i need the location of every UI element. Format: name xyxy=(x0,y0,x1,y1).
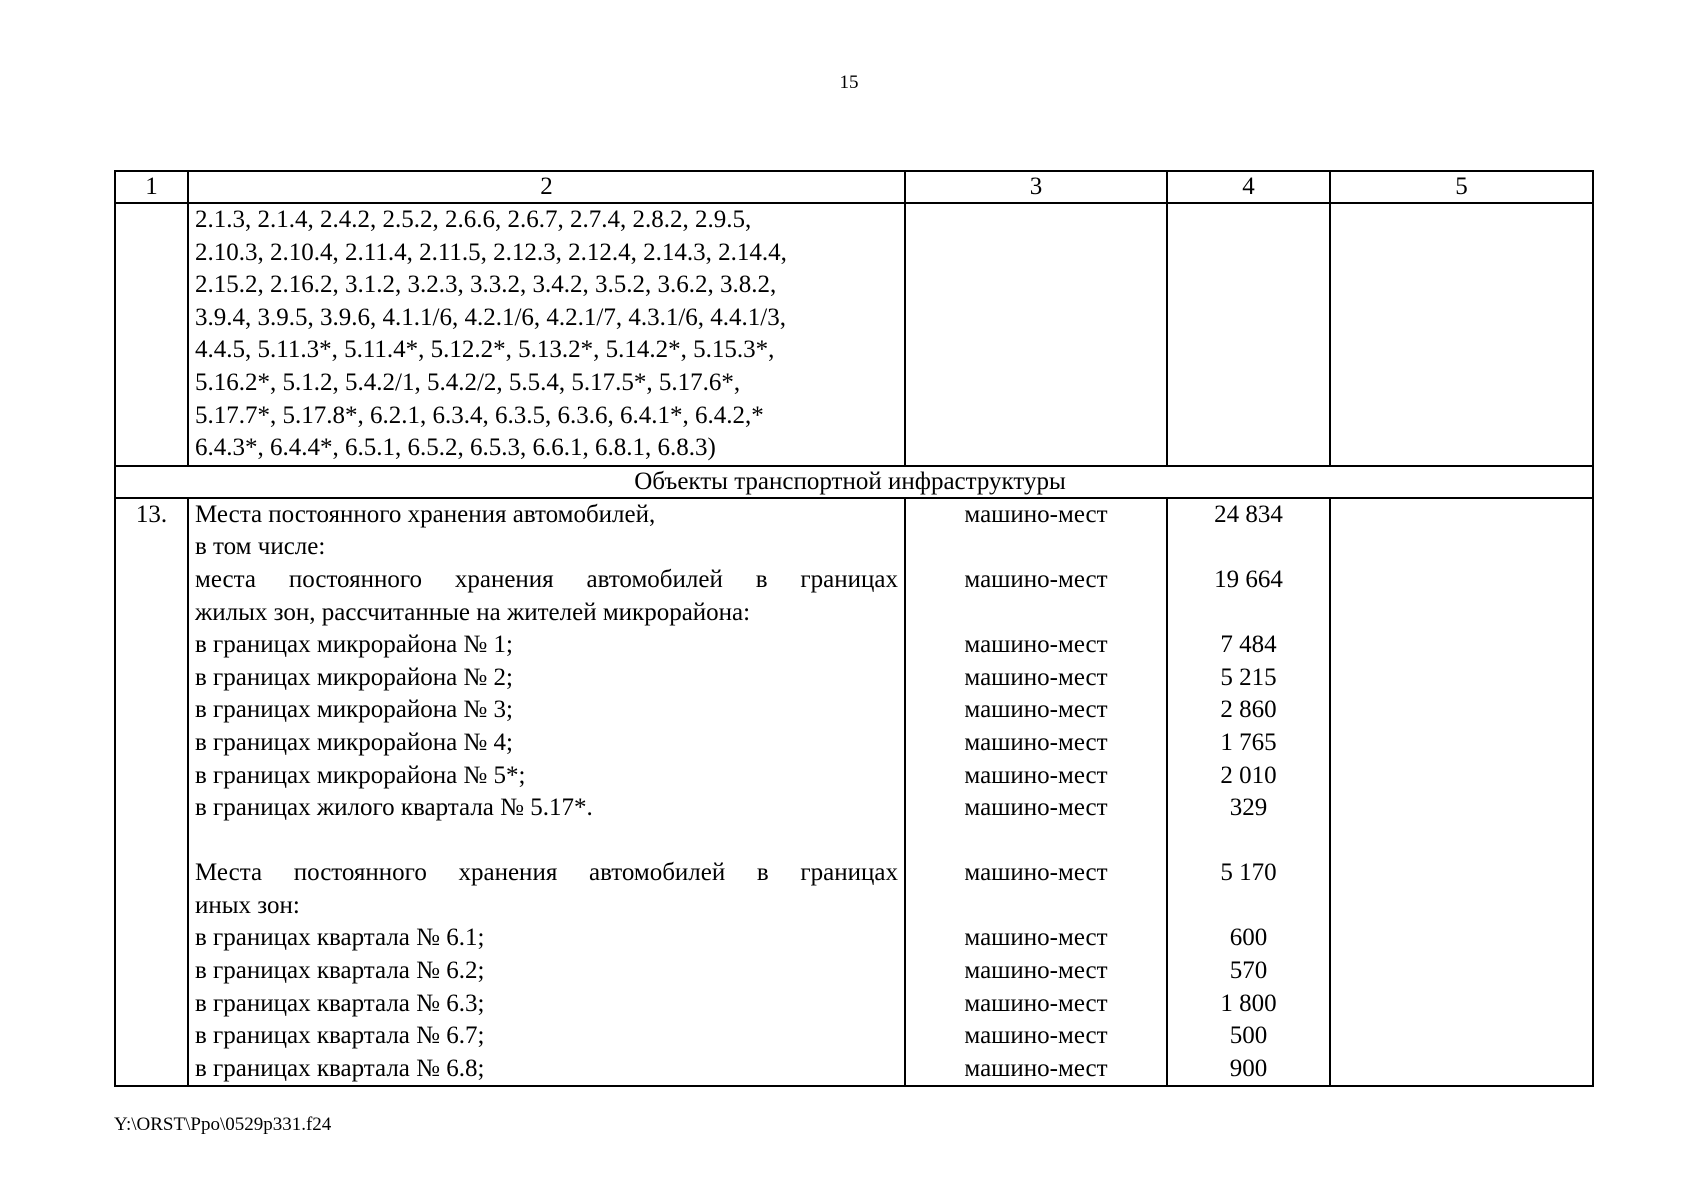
continuation-line: 2.15.2, 2.16.2, 3.1.2, 3.2.3, 3.3.2, 3.4.2, 3.5.2, 3.6.2, 3.8.2, xyxy=(195,271,777,299)
item-line-unit xyxy=(912,597,1160,630)
item-unit-cell xyxy=(905,498,1167,1087)
item-line-value: 19 664 xyxy=(1214,565,1283,593)
item-line-text: в границах квартала № 6.1; xyxy=(195,924,485,952)
continuation-line: 2.1.3, 2.1.4, 2.4.2, 2.5.2, 2.6.6, 2.6.7, 2.7.4, 2.8.2, 2.9.5, xyxy=(195,206,752,233)
column-header-2: 2 xyxy=(188,171,905,203)
item-line-value: 24 834 xyxy=(1214,500,1283,528)
item-line-value: 2 010 xyxy=(1220,761,1277,789)
item-line-value xyxy=(1174,890,1323,923)
continuation-line: 4.4.5, 5.11.3*, 5.11.4*, 5.12.2*, 5.13.2*, 5.14.2*, 5.15.3*, xyxy=(195,336,775,364)
item-line-value: 900 xyxy=(1229,1054,1268,1082)
item-line-unit: машино-мест xyxy=(964,989,1108,1017)
column-header-4: 4 xyxy=(1167,171,1330,203)
item-line-value: 570 xyxy=(1229,957,1268,985)
item-line-value: 5 170 xyxy=(1220,859,1277,887)
item-line-text: в границах квартала № 6.7; xyxy=(195,1022,485,1050)
item-line-text: в границах квартала № 6.8; xyxy=(195,1054,485,1082)
item-line-value: 7 484 xyxy=(1220,631,1277,659)
item-line-text: места постоянного хранения автомобилей в границах xyxy=(195,565,898,593)
page-number: 15 xyxy=(839,72,859,93)
item-line-value: 600 xyxy=(1229,924,1268,952)
item-line-text: в границах квартала № 6.3; xyxy=(195,989,485,1017)
continuation-line: 3.9.4, 3.9.5, 3.9.6, 4.1.1/6, 4.2.1/6, 4.2.1/7, 4.3.1/6, 4.4.1/3, xyxy=(195,303,786,331)
item-value-cell xyxy=(1167,498,1330,1087)
item-line-value xyxy=(1174,531,1323,564)
continuation-line: 6.4.3*, 6.4.4*, 6.5.1, 6.5.2, 6.5.3, 6.6.1, 6.8.1, 6.8.3) xyxy=(195,434,716,462)
item-line-unit: машино-мест xyxy=(964,696,1108,724)
section-title: Объекты транспортной инфраструктуры xyxy=(115,466,1593,498)
item-line-unit: машино-мест xyxy=(964,500,1108,528)
item-line-text: иных зон: xyxy=(195,891,300,919)
item-line-value: 500 xyxy=(1229,1022,1268,1050)
item-line-unit: машино-мест xyxy=(964,794,1108,822)
item-text-cell xyxy=(188,498,905,1087)
item-line-value: 1 800 xyxy=(1220,989,1277,1017)
item-line-unit: машино-мест xyxy=(964,924,1108,952)
item-line-unit: машино-мест xyxy=(964,565,1108,593)
item-line-unit: машино-мест xyxy=(964,761,1108,789)
table-header-row xyxy=(115,171,1593,203)
item-line-text: Места постоянного хранения автомобилей, xyxy=(195,500,656,528)
item-line-unit: машино-мест xyxy=(964,663,1108,691)
continuation-row xyxy=(115,203,1593,466)
item-line-value: 5 215 xyxy=(1220,663,1277,691)
item-line-value xyxy=(1174,597,1323,630)
continuation-note-cell xyxy=(1330,203,1593,466)
item-line-value: 1 765 xyxy=(1220,728,1277,756)
item-line-unit: машино-мест xyxy=(964,631,1108,659)
item-note-cell xyxy=(1330,498,1593,1087)
continuation-line: 5.17.7*, 5.17.8*, 6.2.1, 6.3.4, 6.3.5, 6.3.6, 6.4.1*, 6.4.2,* xyxy=(195,401,764,429)
item-line-unit xyxy=(912,825,1160,858)
item-line-value: 329 xyxy=(1229,794,1268,822)
column-header-5: 5 xyxy=(1330,171,1593,203)
column-header-1: 1 xyxy=(115,171,188,203)
item-line-text xyxy=(195,825,898,858)
section-row xyxy=(115,466,1593,498)
item-line-unit: машино-мест xyxy=(964,957,1108,985)
item-line-value xyxy=(1174,825,1323,858)
table-row xyxy=(115,498,1593,1087)
continuation-text-cell xyxy=(188,203,905,466)
item-line-unit: машино-мест xyxy=(964,728,1108,756)
continuation-unit-cell xyxy=(905,203,1167,466)
item-line-unit: машино-мест xyxy=(964,859,1108,887)
item-line-unit: машино-мест xyxy=(964,1022,1108,1050)
item-line-text: в границах микрорайона № 1; xyxy=(195,631,513,659)
item-number: 13. xyxy=(115,498,188,1087)
continuation-line: 5.16.2*, 5.1.2, 5.4.2/1, 5.4.2/2, 5.5.4, 5.17.5*, 5.17.6*, xyxy=(195,368,741,396)
item-line-text: в границах микрорайона № 3; xyxy=(195,696,513,724)
item-line-unit xyxy=(912,531,1160,564)
item-line-text: Места постоянного хранения автомобилей в границах xyxy=(195,859,898,887)
continuation-number-cell xyxy=(115,203,188,466)
item-line-text: в границах микрорайона № 2; xyxy=(195,663,513,691)
item-line-text: в границах микрорайона № 4; xyxy=(195,728,513,756)
item-line-unit xyxy=(912,890,1160,923)
item-line-text: в границах квартала № 6.2; xyxy=(195,957,485,985)
item-line-text: в границах микрорайона № 5*; xyxy=(195,761,526,789)
column-header-3: 3 xyxy=(905,171,1167,203)
continuation-value-cell xyxy=(1167,203,1330,466)
item-line-text: в границах жилого квартала № 5.17*. xyxy=(195,794,593,822)
item-line-unit: машино-мест xyxy=(964,1054,1108,1082)
file-path-footer: Y:\ORST\Ppo\0529p331.f24 xyxy=(114,1114,332,1135)
item-line-value: 2 860 xyxy=(1220,696,1277,724)
data-table xyxy=(114,170,1594,1087)
item-line-text: жилых зон, рассчитанные на жителей микрорайона: xyxy=(195,598,751,626)
item-line-text: в том числе: xyxy=(195,533,326,561)
continuation-line: 2.10.3, 2.10.4, 2.11.4, 2.11.5, 2.12.3, 2.12.4, 2.14.3, 2.14.4, xyxy=(195,238,787,266)
